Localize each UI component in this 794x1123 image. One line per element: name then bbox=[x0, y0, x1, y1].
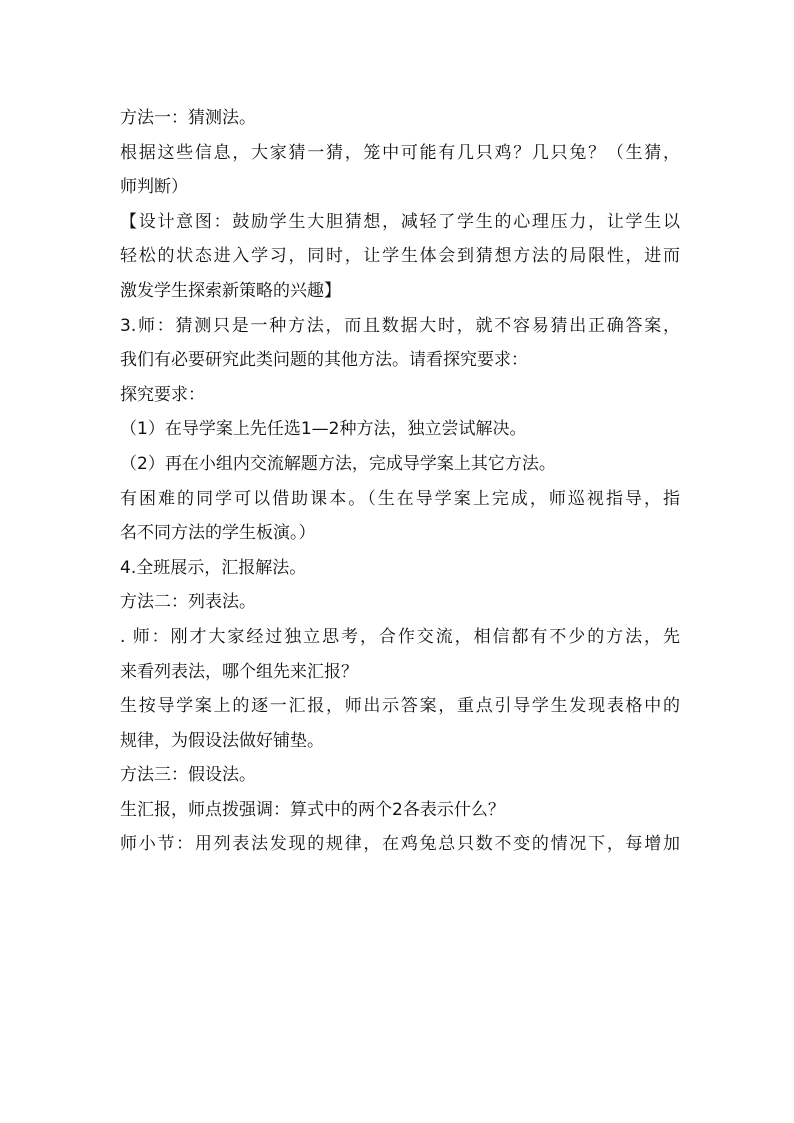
text-line: （2）再在小组内交流解题方法，完成导学案上其它方法。 bbox=[120, 453, 556, 474]
text-line: 生汇报，师点拨强调：算式中的两个2各表示什么？ bbox=[120, 799, 505, 820]
text-line: 激发学生探索新策略的兴趣】 bbox=[120, 280, 341, 301]
text-line: 4.全班展示，汇报解法。 bbox=[120, 557, 307, 578]
text-line: 轻松的状态进入学习，同时，让学生体会到猜想方法的局限性，进而 bbox=[120, 246, 680, 267]
text-line: （1）在导学案上先任选1—2种方法，独立尝试解决。 bbox=[120, 419, 527, 440]
text-line: 方法一：猜测法。 bbox=[120, 108, 256, 128]
text-line: 师小节：用列表法发现的规律，在鸡兔总只数不变的情况下，每增加 bbox=[120, 834, 680, 855]
text-line: 探究要求： bbox=[120, 384, 205, 405]
text-line: 生按导学案上的逐一汇报，师出示答案，重点引导学生发现表格中的 bbox=[120, 696, 680, 717]
text-line: . 师：刚才大家经过独立思考，合作交流，相信都有不少的方法，先 bbox=[120, 626, 680, 647]
text-line: 师判断） bbox=[120, 177, 188, 198]
text-line: 我们有必要研究此类问题的其他方法。请看探究要求： bbox=[120, 350, 528, 371]
text-line: 3.师：猜测只是一种方法，而且数据大时，就不容易猜出正确答案， bbox=[120, 315, 680, 336]
text-line: 根据这些信息，大家猜一猜，笼中可能有几只鸡？几只兔？（生猜， bbox=[120, 142, 680, 163]
text-line: 规律，为假设法做好铺垫。 bbox=[120, 730, 324, 751]
text-line: 【设计意图：鼓励学生大胆猜想，减轻了学生的心理压力，让学生以 bbox=[120, 211, 680, 232]
text-line: 名不同方法的学生板演。） bbox=[120, 523, 316, 544]
text-line: 方法三：假设法。 bbox=[120, 765, 256, 786]
document-body bbox=[120, 101, 680, 862]
text-line: 来看列表法，哪个组先来汇报？ bbox=[120, 661, 358, 682]
text-line: 方法二：列表法。 bbox=[120, 592, 256, 613]
text-line: 有困难的同学可以借助课本。（生在导学案上完成，师巡视指导，指 bbox=[120, 488, 680, 509]
